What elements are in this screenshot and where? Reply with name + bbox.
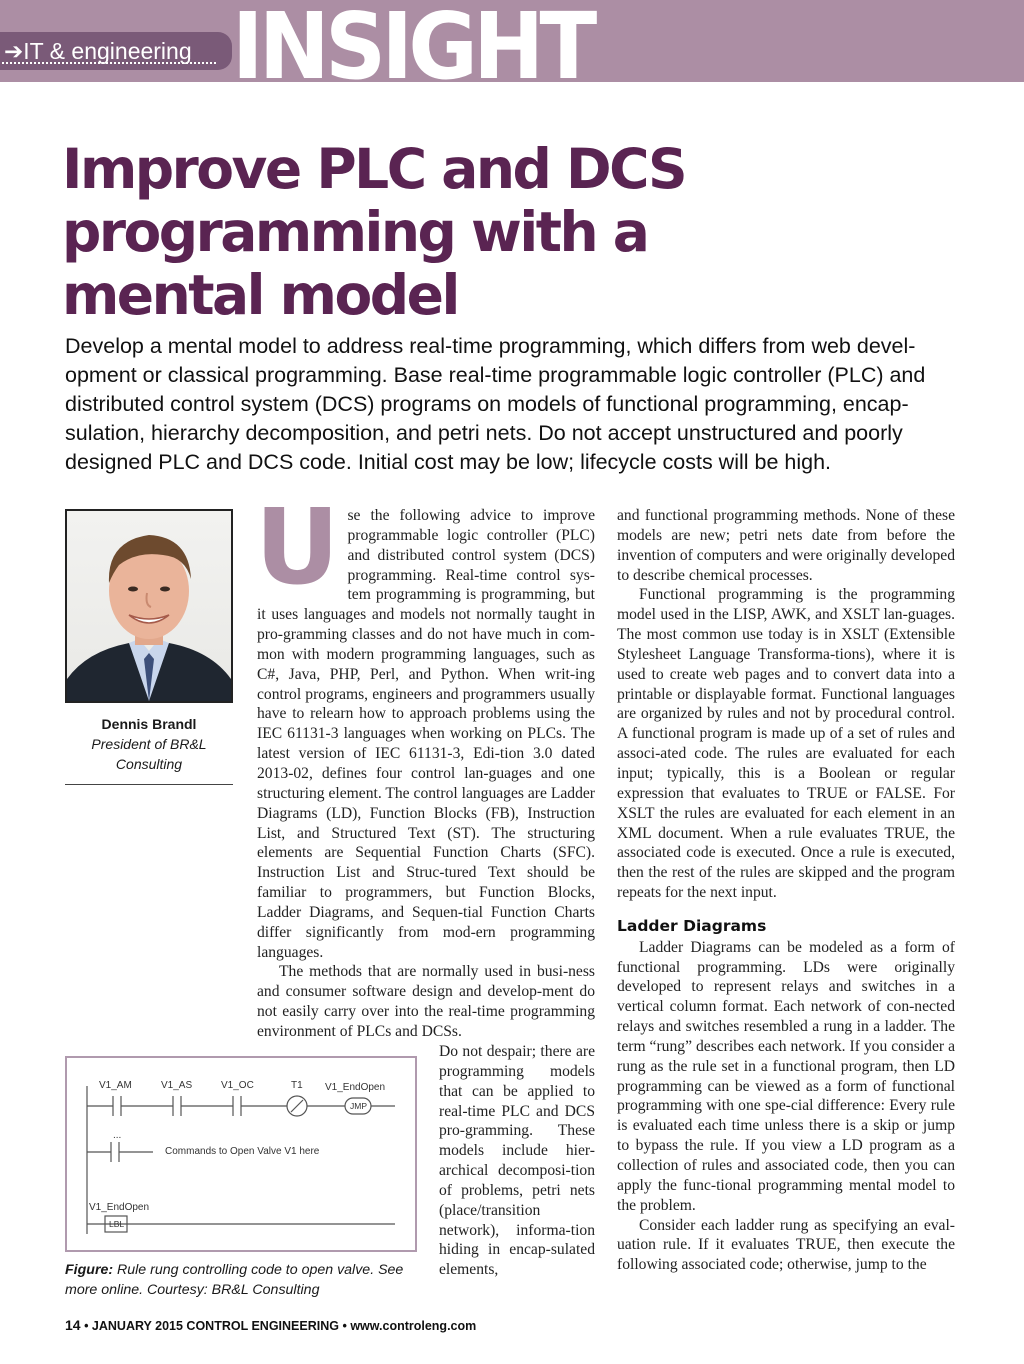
article-title	[62, 138, 782, 327]
body-column-1	[255, 486, 595, 1042]
section-dotted-rule	[2, 62, 216, 64]
footer-bullet: •	[84, 1319, 92, 1333]
author-divider	[65, 784, 233, 785]
body-paragraph: Do not despair; there are programming models that can be applied to real-time PLC and DCS pro-gramming. These models include hier-archical decomposi-tion of problems, petri nets (place/transition network), informa-tion hiding in encap-sulated elements,	[439, 1043, 595, 1279]
page-footer	[65, 1317, 476, 1333]
contact-label: ...	[113, 1130, 122, 1141]
jmp-label: JMP	[350, 1101, 367, 1111]
body-paragraph: and functional programming methods. None of these models are new; petri nets date from before the invention of computers and were originally developed to describe chemical processes.	[617, 507, 955, 584]
contact-label: V1_AM	[99, 1080, 132, 1091]
title-line: Improve PLC and DCS	[62, 137, 686, 201]
contact-label: V1_EndOpen	[89, 1202, 150, 1213]
contact-label: V1_AS	[161, 1080, 193, 1091]
body-paragraph: Consider each ladder rung as specifying an eval-uation rule. If it evaluates TRUE, then execute the following associated code; otherwise, jump to the	[617, 1216, 955, 1274]
body-paragraph: The methods that are normally used in busi-ness and consumer software design and develop-ment do not easily carry over into the real-time programming environment of PLCs and DCSs.	[257, 963, 595, 1040]
contact-label: V1_OC	[221, 1080, 254, 1091]
insight-banner: INSIGHT	[232, 0, 593, 100]
article-deck: Develop a mental model to address real-time programming, which differs from web devel-opment or classical programming. Base real-time programmable logic controller (PLC) and distributed control system (DCS) programs on models of functional programming, encap-sulation, hierarchy decomposition, and petri nets. Do not accept unstructured and poorly designed PLC and DCS code. Initial cost may be low; lifecycle costs will be high.	[65, 334, 926, 474]
body-paragraph: Functional programming is the programming model used in the LISP, AWK, and XSLT lan-guages. The most common use today is in XSLT (Extensible Stylesheet Language Transforma-tions), where it is used to create web pages and to convert data into a printable or displayable format. Functional languages are organized by rules and not by procedural control. A functional program is made up of a set of rules and associ-ated code. The rules are evaluated for each input; typically, this is a Boolean or regular expression that evaluates to TRUE or FALSE. For XSLT the rules are evaluated for each element in an XML document. When a rule evaluates TRUE, the associated code is executed. Once a rule is executed, then the rest of the rules are skipped and the program repeats for the next input.	[617, 586, 955, 902]
page-number: 14	[65, 1317, 81, 1333]
author-name: Dennis Brandl	[101, 716, 197, 732]
body-paragraph: Ladder Diagrams can be modeled as a form of functional programming. LDs were originally developed to represent relays and switches in a vertical column format. Each network of con-nected relays and switches resembled a rung in a ladder. The term “rung” describes each network. If you consider a rung as the rule set in a functional program, then LD programming can be viewed as a form of functional programming with one spe-cial difference: Every rule is evaluated each time unless there is a skip or jump to bypass the rule. If you view a LD program as a collection of rules and associated code, then you can apply the func-tional programming mental model to the problem.	[617, 938, 955, 1214]
footer-bullet: •	[342, 1319, 351, 1333]
footer-issue: JANUARY 2015 CONTROL ENGINEERING	[91, 1319, 339, 1333]
body-column-1-wrap	[439, 1042, 595, 1280]
lbl-label: LBL	[109, 1219, 125, 1229]
timer-label: T1	[291, 1080, 303, 1091]
section-heading: Ladder Diagrams	[617, 916, 767, 935]
contact-label: V1_EndOpen	[325, 1082, 386, 1093]
footer-url: www.controleng.com	[350, 1319, 477, 1333]
rung-comment: Commands to Open Valve V1 here	[165, 1146, 320, 1157]
caption-text: Rule rung controlling code to open valve. See more online. Courtesy: BR&L Consulting	[65, 1262, 404, 1298]
author-title: President of BR&L Consulting	[91, 736, 207, 772]
body-column-2	[617, 506, 955, 1275]
drop-cap: U	[255, 486, 340, 608]
body-paragraph: se the following advice to improve programmable logic controller (PLC) and distributed control system (DCS) programming. Real-time control sys-tem programming is programming, but it uses languages and models not normally taught in pro-gramming classes and do not have much in com-mon with modern programming languages, such as C#, Java, PHP, Perl, and Python. When writ-ing control programs, engineers and programmers usually have to relearn how to approach problems using the IEC 61131-3 languages when working on PLCs. The latest version of IEC 61131-3, Edi-tion 3.0 dated 2013-02, defines four control lan-guages and one structuring element. The control languages are Ladder Diagrams (LD), Function Blocks (FB), Instruction List, and Structured Text (ST). The structuring elements are Sequential Function Charts (SFC). Instruction List and Struc-tured Text should be familiar to programmers, but Function Blocks, Ladder Diagrams, and Sequen-tial Function Charts differ significantly from mod-ern programming languages.	[257, 507, 595, 961]
ladder-diagram-figure	[65, 1056, 417, 1252]
section-label: ➔IT & engineering	[4, 38, 192, 64]
figure-caption	[65, 1260, 425, 1300]
caption-prefix: Figure:	[65, 1262, 114, 1278]
author-photo	[65, 509, 233, 703]
title-line: mental model	[62, 263, 458, 327]
title-line: programming with a	[62, 200, 648, 264]
